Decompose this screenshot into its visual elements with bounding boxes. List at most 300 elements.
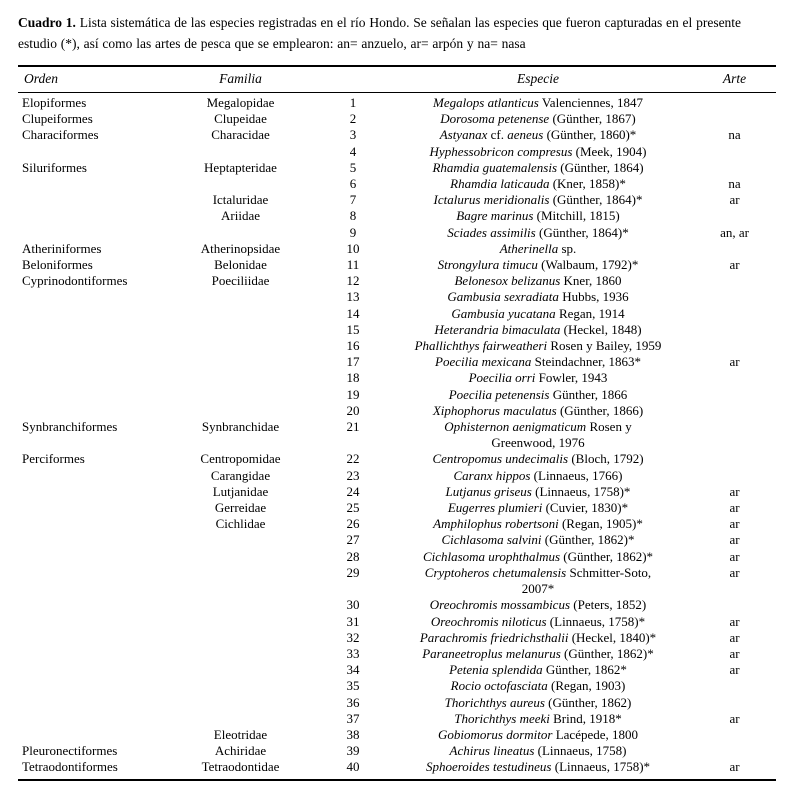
arte-cell: an, ar	[720, 224, 749, 240]
species-authority-text: Brind, 1918*	[549, 710, 622, 726]
species-cell	[383, 597, 693, 613]
species-authority-text: Rosen y Bailey, 1959	[547, 338, 662, 354]
order-cell: Perciformes	[22, 451, 85, 467]
table-row	[18, 500, 776, 516]
arte-cell	[693, 306, 776, 322]
table-caption	[18, 12, 776, 54]
arte-cell: ar	[729, 564, 740, 580]
order-cell	[18, 597, 158, 613]
species-name-italic: Cichlasoma salvini	[441, 532, 542, 548]
species-name-italic: Atherinella	[499, 240, 559, 256]
species-name-italic: Ophisternon aenigmaticum	[444, 419, 587, 435]
order-cell	[18, 338, 158, 354]
species-authority-text: Rosen y	[586, 419, 632, 435]
species-cell	[383, 678, 693, 694]
family-cell: Synbranchidae	[201, 419, 280, 435]
arte-cell: ar	[729, 662, 740, 678]
species-cell	[383, 646, 693, 662]
species-cell	[383, 354, 693, 370]
species-authority-text: (Regan, 1905)*	[558, 516, 643, 532]
family-cell	[158, 565, 323, 597]
arte-cell	[693, 678, 776, 694]
table-row	[18, 241, 776, 257]
arte-cell	[693, 289, 776, 305]
arte-cell: ar	[729, 500, 740, 516]
family-cell	[158, 322, 323, 338]
family-cell: Ictaluridae	[212, 192, 269, 208]
order-cell	[18, 630, 158, 646]
order-cell	[18, 176, 158, 192]
order-cell: Pleuronectiformes	[22, 743, 118, 759]
species-name-italic: Cryptoheros chetumalensis	[424, 564, 567, 580]
table-row	[18, 565, 776, 597]
family-cell: Achiridae	[214, 743, 267, 759]
order-cell	[18, 468, 158, 484]
species-authority-text: (Kner, 1858)*	[549, 176, 626, 192]
order-cell	[18, 516, 158, 532]
species-name-italic: Petenia splendida	[449, 662, 543, 678]
species-cell	[383, 500, 693, 516]
species-name-italic: aeneus	[507, 127, 544, 143]
order-cell	[18, 695, 158, 711]
table-row	[18, 354, 776, 370]
table-row	[18, 160, 776, 176]
arte-cell	[693, 338, 776, 354]
family-cell: Tetraodontidae	[201, 759, 280, 775]
header-row	[18, 66, 776, 93]
arte-cell: ar	[729, 354, 740, 370]
family-cell: Atherinopsidae	[200, 240, 281, 256]
species-name-italic: Paraneetroplus melanurus	[422, 645, 561, 661]
row-number-cell: 12	[346, 273, 360, 289]
family-cell	[158, 532, 323, 548]
table-row	[18, 192, 776, 208]
species-cell	[383, 759, 693, 779]
row-number-cell: 26	[346, 516, 360, 532]
row-number-cell: 2	[349, 111, 357, 127]
species-name-italic: Astyanax	[439, 127, 488, 143]
order-cell	[18, 403, 158, 419]
species-authority-text: (Peters, 1852)	[570, 597, 647, 613]
species-name-italic: Oreochromis niloticus	[430, 613, 547, 629]
family-cell	[158, 306, 323, 322]
species-authority-text: (Günther, 1860)*	[543, 127, 637, 143]
arte-cell	[693, 93, 776, 112]
table-row	[18, 93, 776, 112]
row-number-cell: 18	[346, 370, 360, 386]
arte-cell	[693, 160, 776, 176]
order-cell	[18, 387, 158, 403]
arte-cell: na	[728, 176, 741, 192]
table-row	[18, 646, 776, 662]
arte-cell: ar	[729, 629, 740, 645]
family-cell	[158, 549, 323, 565]
family-cell	[158, 176, 323, 192]
caption-text-line2: estudio (*), así como las artes de pesca que se emplearon: an= anzuelo, ar= arpón y na= nasa	[18, 36, 526, 51]
species-name-italic: Xiphophorus maculatus	[432, 402, 557, 418]
species-cell	[383, 532, 693, 548]
species-cell	[383, 306, 693, 322]
species-cell	[383, 208, 693, 224]
row-number-cell: 7	[349, 192, 357, 208]
table-row	[18, 419, 776, 451]
arte-cell	[693, 144, 776, 160]
caption-line-2	[18, 36, 526, 51]
species-authority-text: 2007*	[521, 581, 555, 597]
species-cell	[383, 160, 693, 176]
species-cell	[383, 273, 693, 289]
family-cell: Ariidae	[221, 208, 260, 224]
table-row	[18, 711, 776, 727]
row-number-cell: 32	[346, 629, 360, 645]
species-cell	[383, 662, 693, 678]
table-row	[18, 338, 776, 354]
table-row	[18, 111, 776, 127]
species-authority-text: (Linnaeus, 1758)*	[546, 613, 646, 629]
table-row	[18, 727, 776, 743]
family-cell	[158, 289, 323, 305]
row-number-cell: 37	[346, 710, 360, 726]
species-authority-text: (Günther, 1867)	[549, 111, 636, 127]
order-cell: Siluriformes	[22, 159, 87, 175]
order-cell	[18, 678, 158, 694]
species-authority-text: (Günther, 1864)	[557, 159, 644, 175]
table-row	[18, 597, 776, 613]
species-name-italic: Rocio octofasciata	[450, 678, 548, 694]
arte-cell: ar	[729, 613, 740, 629]
table-row	[18, 662, 776, 678]
order-cell	[18, 306, 158, 322]
family-cell: Characidae	[211, 127, 270, 143]
row-number-cell: 23	[346, 467, 360, 483]
species-name-italic: Ictalurus meridionalis	[433, 192, 550, 208]
row-number-cell: 24	[346, 483, 360, 499]
family-cell	[158, 403, 323, 419]
table-row	[18, 273, 776, 289]
species-cell	[383, 257, 693, 273]
species-authority-text: Lacépede, 1800	[552, 726, 639, 742]
table-row	[18, 630, 776, 646]
species-authority-text: (Heckel, 1840)*	[568, 629, 657, 645]
row-number-cell: 5	[349, 159, 357, 175]
order-cell	[18, 289, 158, 305]
species-authority-text: (Regan, 1903)	[547, 678, 626, 694]
arte-cell: ar	[729, 257, 740, 273]
species-cell	[383, 484, 693, 500]
species-cell	[383, 614, 693, 630]
species-name-italic: Belonesox belizanus	[454, 273, 561, 289]
table-row	[18, 257, 776, 273]
column-header-familia: Familia	[158, 66, 323, 93]
species-authority-text: (Walbaum, 1792)*	[537, 257, 639, 273]
species-authority-text: (Heckel, 1848)	[560, 321, 642, 337]
species-name-italic: Gambusia yucatana	[451, 305, 556, 321]
row-number-cell: 28	[346, 548, 360, 564]
order-cell	[18, 208, 158, 224]
order-cell: Beloniformes	[22, 257, 93, 273]
species-authority-text: (Cuvier, 1830)*	[542, 500, 629, 516]
family-cell: Belonidae	[214, 257, 267, 273]
row-number-cell: 31	[346, 613, 360, 629]
row-number-cell: 30	[346, 597, 360, 613]
species-name-italic: Poecilia orri	[468, 370, 536, 386]
species-cell	[383, 241, 693, 257]
species-cell	[383, 743, 693, 759]
table-row	[18, 225, 776, 241]
arte-cell: ar	[729, 192, 740, 208]
family-cell: Lutjanidae	[212, 483, 269, 499]
species-cell	[383, 549, 693, 565]
table-row	[18, 144, 776, 160]
arte-cell: ar	[729, 710, 740, 726]
order-cell	[18, 322, 158, 338]
table-row	[18, 127, 776, 143]
order-cell: Synbranchiformes	[22, 419, 118, 435]
family-cell	[158, 678, 323, 694]
species-name-italic: Dorosoma petenense	[440, 111, 550, 127]
table-row	[18, 549, 776, 565]
order-cell	[18, 354, 158, 370]
species-cell	[383, 695, 693, 711]
species-authority-text: Greenwood, 1976	[491, 435, 585, 451]
row-number-cell: 36	[346, 694, 360, 710]
species-name-italic: Gobiomorus dormitor	[437, 726, 553, 742]
family-cell: Heptapteridae	[204, 159, 277, 175]
family-cell	[158, 338, 323, 354]
family-cell	[158, 711, 323, 727]
row-number-cell: 35	[346, 678, 360, 694]
species-table	[18, 65, 776, 781]
species-cell	[383, 711, 693, 727]
table-row	[18, 370, 776, 386]
species-cell	[383, 144, 693, 160]
species-name-italic: Centropomus undecimalis	[432, 451, 569, 467]
order-cell	[18, 711, 158, 727]
species-authority-text: Steindachner, 1863*	[531, 354, 641, 370]
family-cell: Centropomidae	[200, 451, 281, 467]
species-cell	[383, 727, 693, 743]
row-number-cell: 14	[346, 305, 360, 321]
species-authority-text: Günther, 1866	[549, 386, 628, 402]
species-authority-text: Schmitter-Soto,	[566, 564, 652, 580]
order-cell	[18, 370, 158, 386]
family-cell	[158, 662, 323, 678]
species-name-italic: Rhamdia laticauda	[450, 176, 550, 192]
species-cell	[383, 93, 693, 112]
species-authority-text: Regan, 1914	[555, 305, 625, 321]
order-cell	[18, 500, 158, 516]
table-row	[18, 759, 776, 779]
species-authority-text: (Günther, 1862)	[544, 694, 632, 710]
arte-cell	[693, 208, 776, 224]
species-name-italic: Bagre marinus	[456, 208, 534, 224]
table-row	[18, 208, 776, 224]
species-cell	[383, 451, 693, 467]
species-authority-text: (Günther, 1864)*	[535, 224, 629, 240]
arte-cell	[693, 241, 776, 257]
row-number-cell: 6	[349, 176, 357, 192]
family-cell	[158, 614, 323, 630]
arte-cell	[693, 273, 776, 289]
species-name-italic: Heterandria bimaculata	[434, 321, 561, 337]
family-cell: Poeciliidae	[211, 273, 270, 289]
species-authority-text: Kner, 1860	[560, 273, 622, 289]
species-table-head	[18, 66, 776, 93]
species-name-italic: Caranx hippos	[453, 467, 531, 483]
species-cell	[383, 370, 693, 386]
species-cell	[383, 630, 693, 646]
column-header-orden: Orden	[18, 66, 158, 93]
table-row	[18, 678, 776, 694]
family-cell	[158, 695, 323, 711]
species-name-italic: Oreochromis mossambicus	[429, 597, 571, 613]
order-cell: Cyprinodontiformes	[22, 273, 128, 289]
species-name-italic: Thorichthys aureus	[444, 694, 545, 710]
column-header-arte: Arte	[693, 66, 776, 93]
species-authority-text: Fowler, 1943	[535, 370, 608, 386]
arte-cell	[693, 743, 776, 759]
arte-cell	[693, 419, 776, 451]
family-cell: Eleotridae	[213, 726, 268, 742]
row-number-cell: 13	[346, 289, 360, 305]
family-cell	[158, 354, 323, 370]
table-row	[18, 532, 776, 548]
caption-label: Cuadro 1.	[18, 15, 76, 30]
species-cell	[383, 225, 693, 241]
row-number-cell: 40	[346, 759, 360, 775]
species-name-italic: Poecilia mexicana	[435, 354, 532, 370]
row-number-cell: 16	[346, 338, 360, 354]
species-name-italic: Phallichthys fairweatheri	[414, 338, 548, 354]
arte-cell: ar	[729, 532, 740, 548]
order-cell	[18, 225, 158, 241]
species-name-italic: Poecilia petenensis	[448, 386, 550, 402]
species-cell	[383, 516, 693, 532]
family-cell	[158, 387, 323, 403]
arte-cell: ar	[729, 548, 740, 564]
species-name-italic: Hyphessobricon compresus	[429, 143, 573, 159]
species-authority-text: (Günther, 1862)*	[560, 645, 654, 661]
species-authority-text: (Meek, 1904)	[572, 143, 647, 159]
arte-cell: na	[728, 127, 741, 143]
arte-cell	[693, 387, 776, 403]
family-cell	[158, 370, 323, 386]
row-number-cell: 19	[346, 386, 360, 402]
species-name-italic: Strongylura timucu	[437, 257, 538, 273]
family-cell: Carangidae	[210, 467, 271, 483]
species-name-italic: Rhamdia guatemalensis	[432, 159, 558, 175]
row-number-cell: 39	[346, 743, 360, 759]
arte-cell	[693, 597, 776, 613]
order-cell: Characiformes	[22, 127, 99, 143]
row-number-cell: 15	[346, 321, 360, 337]
row-number-cell: 8	[349, 208, 357, 224]
table-row	[18, 516, 776, 532]
arte-cell	[693, 111, 776, 127]
table-row	[18, 387, 776, 403]
species-name-italic: Eugerres plumieri	[447, 500, 543, 516]
species-name-italic: Parachromis friedrichsthalii	[419, 629, 569, 645]
order-cell: Elopiformes	[22, 95, 87, 110]
row-number-cell: 1	[349, 95, 357, 110]
species-name-italic: Sciades assimilis	[447, 224, 536, 240]
order-cell: Clupeiformes	[22, 111, 93, 127]
species-cell	[383, 192, 693, 208]
table-row	[18, 484, 776, 500]
arte-cell: ar	[729, 516, 740, 532]
species-cell	[383, 565, 693, 597]
order-cell	[18, 646, 158, 662]
order-cell	[18, 727, 158, 743]
species-table-body	[18, 93, 776, 780]
table-row	[18, 468, 776, 484]
table-row	[18, 695, 776, 711]
order-cell	[18, 192, 158, 208]
arte-cell: ar	[729, 759, 740, 775]
species-authority-text: Valenciennes, 1847	[538, 95, 643, 110]
row-number-cell: 20	[346, 402, 360, 418]
species-cell	[383, 127, 693, 143]
row-number-cell: 38	[346, 726, 360, 742]
species-cell	[383, 419, 693, 451]
row-number-cell: 22	[346, 451, 360, 467]
order-cell	[18, 532, 158, 548]
row-number-cell: 21	[346, 419, 360, 435]
order-cell: Atheriniformes	[22, 240, 102, 256]
row-number-cell: 3	[349, 127, 357, 143]
order-cell: Tetraodontiformes	[22, 759, 118, 775]
species-name-italic: Lutjanus griseus	[445, 483, 532, 499]
table-row	[18, 403, 776, 419]
species-name-italic: Sphoeroides testudineus	[425, 759, 552, 775]
row-number-cell: 9	[349, 224, 357, 240]
species-authority-text: cf.	[487, 127, 508, 143]
column-header-especie: Especie	[383, 66, 693, 93]
row-number-cell: 29	[346, 564, 360, 580]
family-cell	[158, 225, 323, 241]
family-cell: Clupeidae	[214, 111, 267, 127]
arte-cell: ar	[729, 483, 740, 499]
arte-cell	[693, 451, 776, 467]
species-cell	[383, 176, 693, 192]
species-authority-text: Günther, 1862*	[542, 662, 627, 678]
arte-cell	[693, 370, 776, 386]
family-cell	[158, 630, 323, 646]
table-row	[18, 322, 776, 338]
order-cell	[18, 662, 158, 678]
species-authority-text: (Günther, 1862)*	[541, 532, 635, 548]
row-number-cell: 25	[346, 500, 360, 516]
species-authority-text: (Bloch, 1792)	[568, 451, 644, 467]
family-cell	[158, 597, 323, 613]
species-authority-text: (Linnaeus, 1758)*	[551, 759, 651, 775]
arte-cell: ar	[729, 645, 740, 661]
table-row	[18, 176, 776, 192]
species-name-italic: Gambusia sexradiata	[447, 289, 559, 305]
family-cell: Megalopidae	[206, 95, 275, 110]
species-name-italic: Cichlasoma urophthalmus	[422, 548, 561, 564]
species-name-italic: Thorichthys meeki	[454, 710, 550, 726]
arte-cell	[693, 695, 776, 711]
table-row	[18, 743, 776, 759]
family-cell: Gerreidae	[214, 500, 267, 516]
species-authority-text: (Linnaeus, 1758)*	[531, 483, 631, 499]
row-number-cell: 27	[346, 532, 360, 548]
table-row	[18, 451, 776, 467]
arte-cell	[693, 727, 776, 743]
family-cell: Cichlidae	[215, 516, 266, 532]
row-number-cell: 11	[346, 257, 360, 273]
